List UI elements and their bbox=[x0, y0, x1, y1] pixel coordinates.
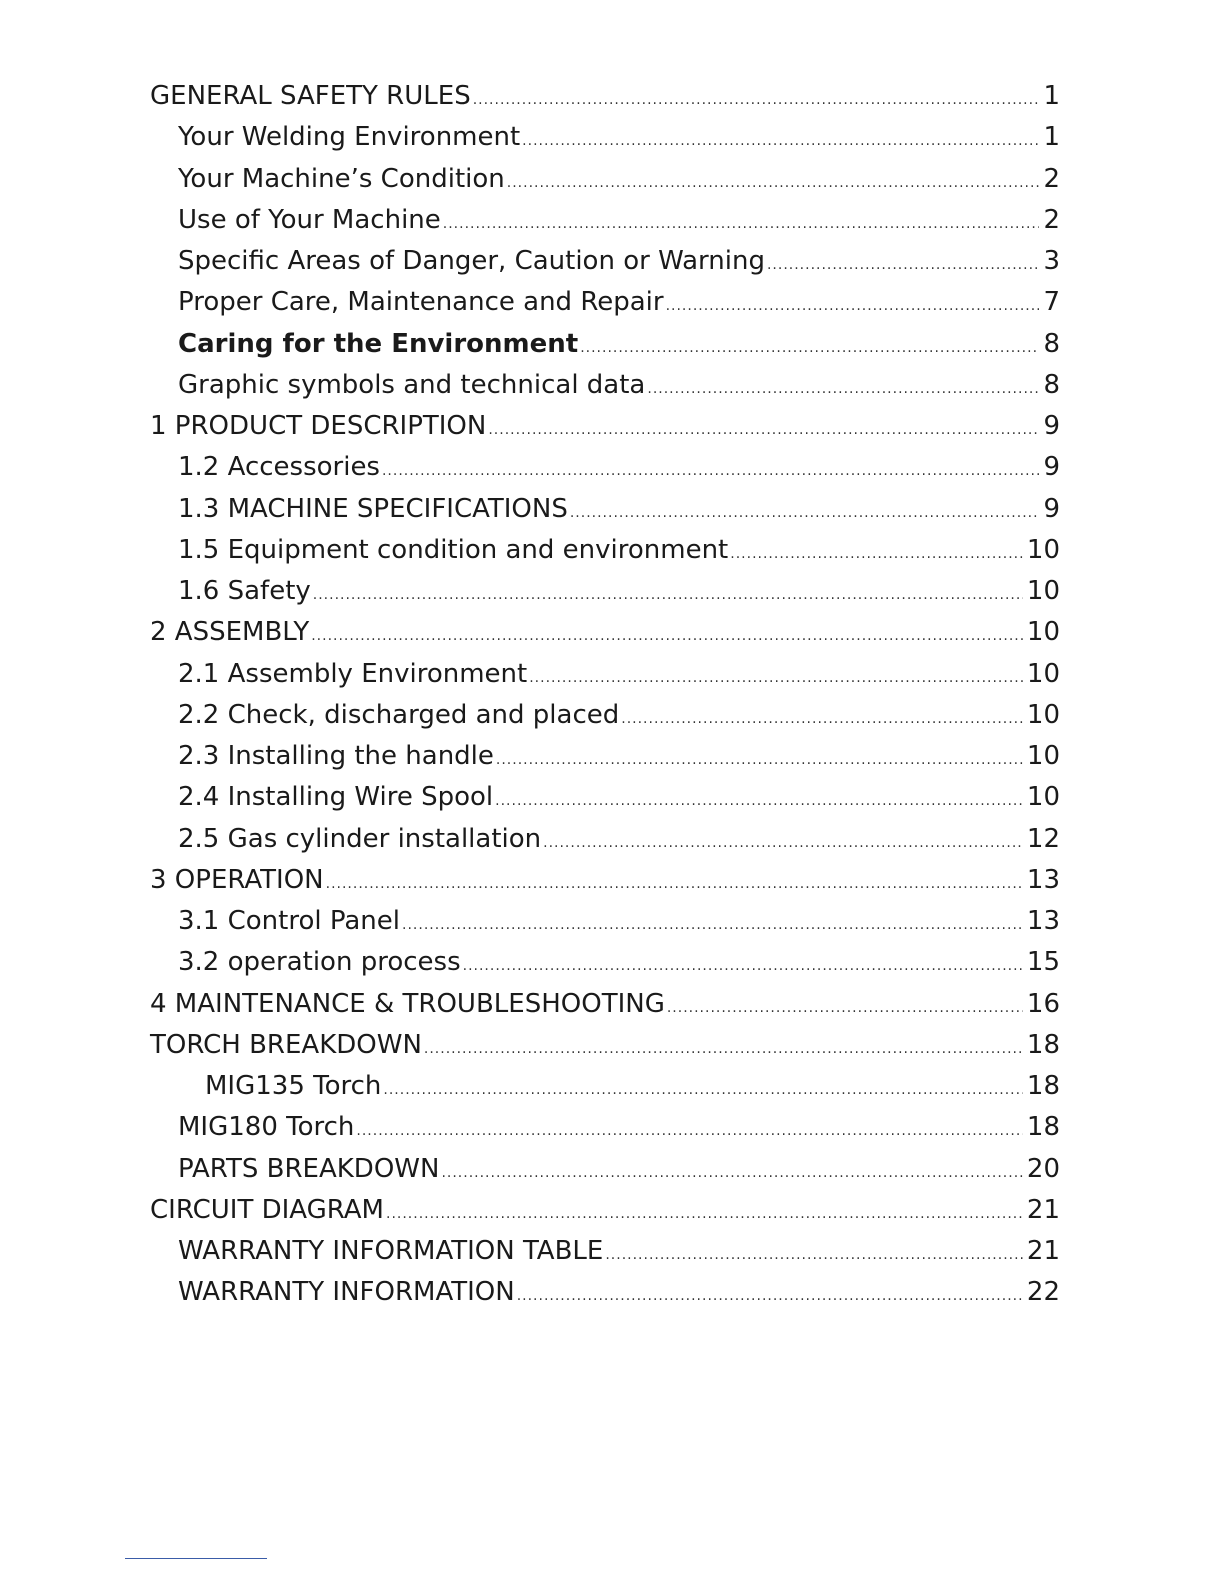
toc-entry-title: MIG135 Torch bbox=[205, 1071, 382, 1101]
toc-entry-page-number: 22 bbox=[1026, 1277, 1060, 1308]
toc-entry-page-number: 10 bbox=[1026, 741, 1060, 771]
toc-entry-page-number: 13 bbox=[1026, 906, 1060, 936]
toc-entry-title: PARTS BREAKDOWN bbox=[178, 1153, 440, 1184]
toc-dot-leader bbox=[767, 241, 1039, 286]
toc-entry-title: Graphic symbols and technical data bbox=[178, 369, 646, 400]
toc-entry[interactable] bbox=[150, 282, 1060, 323]
toc-dot-leader bbox=[424, 1025, 1023, 1070]
toc-entry[interactable] bbox=[150, 1107, 1060, 1148]
toc-dot-leader bbox=[666, 282, 1040, 327]
table-of-contents bbox=[150, 76, 1060, 1314]
toc-entry-title: Your Welding Environment bbox=[178, 122, 521, 153]
toc-entry-title: 2.3 Installing the handle bbox=[178, 741, 494, 771]
toc-dot-leader bbox=[667, 984, 1023, 1029]
toc-dot-leader bbox=[326, 860, 1023, 905]
toc-entry[interactable] bbox=[150, 571, 1060, 612]
toc-dot-leader bbox=[605, 1231, 1023, 1276]
toc-entry[interactable] bbox=[150, 736, 1060, 777]
toc-entry-title: Your Machine’s Condition bbox=[178, 163, 505, 194]
toc-entry-page-number: 16 bbox=[1026, 988, 1060, 1019]
toc-entry-page-number: 18 bbox=[1026, 1029, 1060, 1060]
toc-entry-title: WARRANTY INFORMATION TABLE bbox=[178, 1236, 604, 1266]
toc-dot-leader bbox=[386, 1190, 1023, 1235]
toc-entry-title: 4 MAINTENANCE & TROUBLESHOOTING bbox=[150, 988, 665, 1019]
toc-entry-title: Proper Care, Maintenance and Repair bbox=[178, 287, 664, 318]
toc-entry-page-number: 1 bbox=[1043, 122, 1060, 153]
toc-entry[interactable] bbox=[150, 901, 1060, 942]
toc-entry-title: 2.1 Assembly Environment bbox=[178, 658, 528, 689]
toc-entry-title: WARRANTY INFORMATION bbox=[178, 1277, 515, 1308]
toc-entry[interactable] bbox=[150, 200, 1060, 241]
toc-entry-page-number: 1 bbox=[1043, 81, 1060, 111]
toc-dot-leader bbox=[570, 489, 1040, 534]
toc-entry-page-number: 9 bbox=[1043, 493, 1060, 524]
toc-entry-page-number: 18 bbox=[1026, 1112, 1060, 1143]
toc-entry-title: Caring for the Environment bbox=[178, 328, 579, 359]
toc-entry-title: 3.2 operation process bbox=[178, 947, 461, 978]
toc-entry[interactable] bbox=[150, 1025, 1060, 1066]
toc-entry-title: CIRCUIT DIAGRAM bbox=[150, 1194, 384, 1225]
toc-entry-title: MIG180 Torch bbox=[178, 1112, 355, 1143]
toc-entry[interactable] bbox=[150, 117, 1060, 158]
toc-entry-title: Use of Your Machine bbox=[178, 204, 441, 235]
toc-entry-page-number: 15 bbox=[1026, 947, 1060, 978]
toc-entry-page-number: 2 bbox=[1043, 204, 1060, 235]
toc-entry[interactable] bbox=[150, 942, 1060, 983]
toc-entry[interactable] bbox=[150, 365, 1060, 406]
toc-entry[interactable] bbox=[150, 860, 1060, 901]
toc-dot-leader bbox=[311, 612, 1023, 657]
toc-entry-title: 1.2 Accessories bbox=[178, 452, 380, 483]
toc-dot-leader bbox=[495, 777, 1023, 822]
toc-entry[interactable] bbox=[150, 530, 1060, 571]
footnote-divider bbox=[125, 1558, 267, 1559]
toc-entry-title: 2.5 Gas cylinder installation bbox=[178, 823, 542, 854]
toc-entry[interactable] bbox=[150, 1066, 1060, 1107]
toc-entry[interactable] bbox=[150, 1272, 1060, 1313]
toc-dot-leader bbox=[496, 736, 1023, 781]
toc-dot-leader bbox=[402, 901, 1023, 946]
toc-entry-page-number: 3 bbox=[1043, 246, 1060, 276]
toc-entry-page-number: 21 bbox=[1026, 1194, 1060, 1225]
toc-entry[interactable] bbox=[150, 695, 1060, 736]
toc-entry-title: 1.6 Safety bbox=[178, 576, 311, 606]
toc-dot-leader bbox=[529, 654, 1023, 699]
toc-entry-page-number: 20 bbox=[1026, 1153, 1060, 1184]
toc-entry-page-number: 7 bbox=[1043, 287, 1060, 318]
toc-entry[interactable] bbox=[150, 612, 1060, 653]
toc-entry-page-number: 10 bbox=[1026, 617, 1060, 648]
toc-entry-page-number: 8 bbox=[1043, 369, 1060, 400]
toc-entry-title: 1 PRODUCT DESCRIPTION bbox=[150, 411, 487, 441]
toc-entry-title: GENERAL SAFETY RULES bbox=[150, 81, 471, 111]
toc-entry-title: 1.3 MACHINE SPECIFICATIONS bbox=[178, 493, 568, 524]
toc-entry-title: 3 OPERATION bbox=[150, 864, 324, 895]
toc-dot-leader bbox=[463, 942, 1023, 987]
toc-entry-title: TORCH BREAKDOWN bbox=[150, 1029, 422, 1060]
toc-dot-leader bbox=[507, 159, 1040, 204]
toc-dot-leader bbox=[522, 117, 1039, 162]
toc-entry[interactable] bbox=[150, 1231, 1060, 1272]
toc-entry[interactable] bbox=[150, 324, 1060, 365]
toc-dot-leader bbox=[488, 406, 1039, 451]
toc-dot-leader bbox=[621, 695, 1023, 740]
toc-entry[interactable] bbox=[150, 1190, 1060, 1231]
toc-entry[interactable] bbox=[150, 447, 1060, 488]
toc-entry-page-number: 12 bbox=[1026, 823, 1060, 854]
toc-dot-leader bbox=[313, 571, 1023, 616]
toc-entry[interactable] bbox=[150, 984, 1060, 1025]
toc-dot-leader bbox=[730, 530, 1023, 575]
toc-entry-title: 3.1 Control Panel bbox=[178, 906, 401, 936]
toc-entry[interactable] bbox=[150, 76, 1060, 117]
toc-entry-page-number: 10 bbox=[1026, 699, 1060, 730]
toc-entry[interactable] bbox=[150, 489, 1060, 530]
toc-entry-page-number: 10 bbox=[1026, 534, 1060, 565]
toc-entry[interactable] bbox=[150, 654, 1060, 695]
toc-dot-leader bbox=[441, 1149, 1022, 1194]
toc-entry-page-number: 10 bbox=[1026, 576, 1060, 606]
toc-entry-page-number: 9 bbox=[1043, 452, 1060, 483]
toc-dot-leader bbox=[543, 819, 1023, 864]
toc-dot-leader bbox=[356, 1107, 1023, 1152]
toc-entry-title: 2.4 Installing Wire Spool bbox=[178, 782, 494, 813]
toc-entry[interactable] bbox=[150, 777, 1060, 818]
toc-dot-leader bbox=[517, 1272, 1023, 1317]
toc-entry-page-number: 13 bbox=[1026, 864, 1060, 895]
toc-dot-leader bbox=[647, 365, 1039, 410]
toc-entry-title: 2.2 Check, discharged and placed bbox=[178, 699, 620, 730]
toc-entry-page-number: 9 bbox=[1043, 411, 1060, 441]
toc-entry[interactable] bbox=[150, 159, 1060, 200]
toc-dot-leader bbox=[443, 200, 1040, 245]
toc-entry-title: 1.5 Equipment condition and environment bbox=[178, 534, 729, 565]
toc-dot-leader bbox=[580, 324, 1039, 369]
toc-entry-page-number: 10 bbox=[1026, 658, 1060, 689]
toc-entry[interactable] bbox=[150, 1149, 1060, 1190]
toc-entry[interactable] bbox=[150, 819, 1060, 860]
toc-entry-page-number: 10 bbox=[1026, 782, 1060, 813]
toc-dot-leader bbox=[473, 76, 1040, 121]
toc-entry-page-number: 18 bbox=[1026, 1071, 1060, 1101]
toc-dot-leader bbox=[382, 447, 1039, 492]
toc-entry-page-number: 8 bbox=[1043, 328, 1060, 359]
toc-entry-page-number: 2 bbox=[1043, 163, 1060, 194]
toc-entry[interactable] bbox=[150, 241, 1060, 282]
toc-entry-title: Specific Areas of Danger, Caution or Warning bbox=[178, 246, 765, 276]
toc-entry[interactable] bbox=[150, 406, 1060, 447]
toc-entry-title: 2 ASSEMBLY bbox=[150, 617, 310, 648]
toc-dot-leader bbox=[383, 1066, 1023, 1111]
toc-entry-page-number: 21 bbox=[1026, 1236, 1060, 1266]
